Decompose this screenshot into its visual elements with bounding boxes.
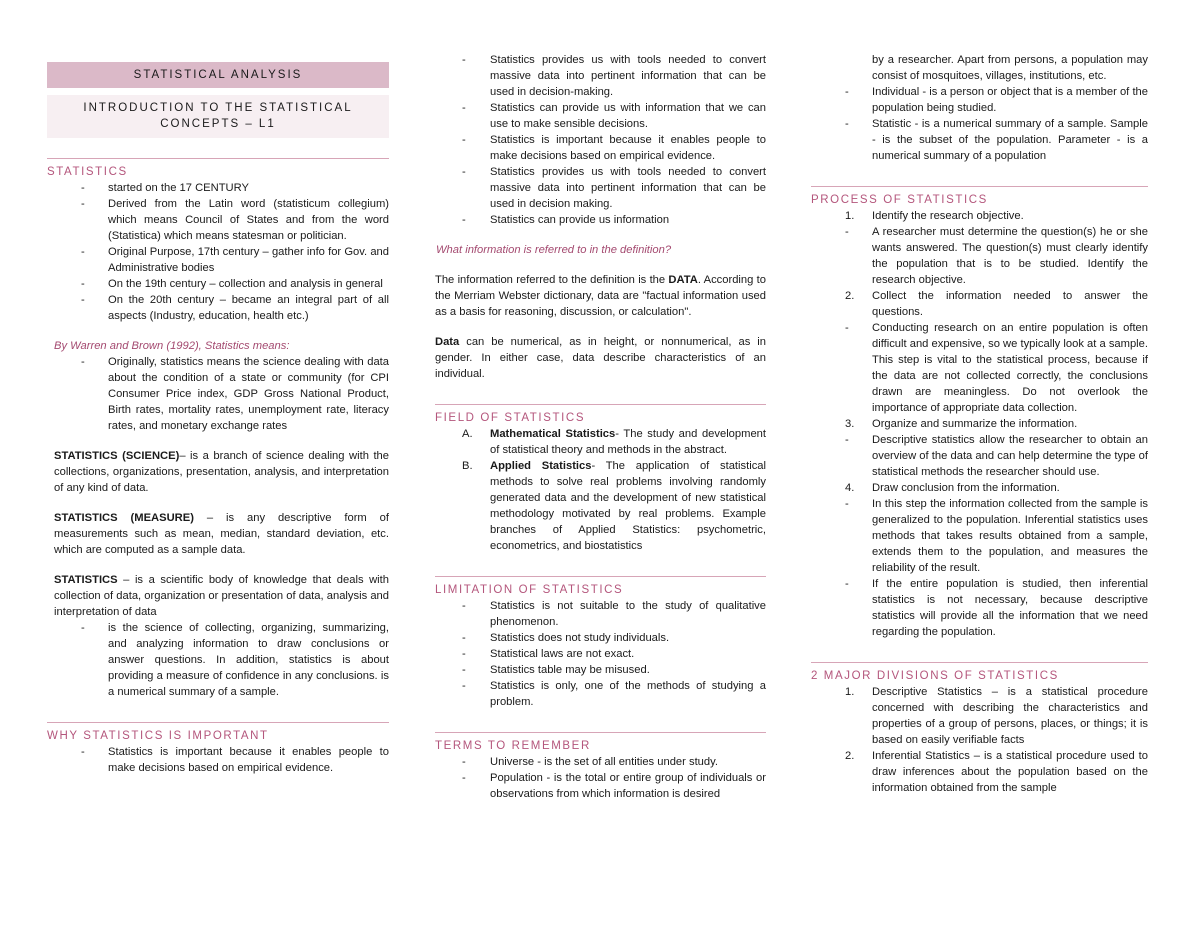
list-item: B. Applied Statistics- The application of statistical methods to solve real problems involving randomly generated data and the development of new statistical methodology motivated by real problems. Example branches of Applied Statistics: psychometric, econometrics, and biostatistics xyxy=(462,460,766,552)
list-item: - On the 20th century – became an integral part of all aspects (Industry, education, health etc.) xyxy=(81,294,389,322)
field-list xyxy=(429,426,766,554)
list-item: - Derived from the Latin word (statisticum collegium) which means Council of States and from the word (Statistica) which means statesman or politician. xyxy=(81,198,389,242)
section-heading-terms: TERMS TO REMEMBER xyxy=(435,732,766,754)
process-list xyxy=(811,208,1148,640)
divisions-list xyxy=(811,684,1148,796)
warren-brown-subheading: By Warren and Brown (1992), Statistics means: xyxy=(54,340,290,352)
list-item: - started on the 17 CENTURY xyxy=(81,182,249,194)
section-heading-statistics: STATISTICS xyxy=(47,158,389,180)
info-paragraph-1: The information referred to the definition is the DATA. According to the Merriam Webster dictionary, data are "factual information used as a basis for reasoning, discussion, or calculation". xyxy=(435,274,766,318)
list-item: - Conducting research on an entire population is often difficult and expensive, so we typically look at a sample. This step is vital to the statistical process, because if the data are not collected correctly, the conclusions drawn are meaningless. Do not overlook the importance of appropriate data collection. xyxy=(845,322,1148,414)
document-title: STATISTICAL ANALYSIS xyxy=(47,62,389,88)
list-item: - On the 19th century – collection and analysis in general xyxy=(81,278,383,290)
list-item: 4. Draw conclusion from the information. xyxy=(845,482,1060,494)
info-question: What information is referred to in the definition? xyxy=(436,244,672,256)
list-item: - Originally, statistics means the science dealing with data about the condition of a state or community (for CPI Consumer Price index, GDP Gross National Product, Birth rates, mortality rates, unemployment rate, literacy rates, and monetary exchange rates xyxy=(81,356,389,432)
list-item: - Statistics provides us with tools needed to convert massive data into pertinent information that can be used in decision-making. xyxy=(462,54,766,98)
column-2 xyxy=(429,52,766,802)
section-heading-process: PROCESS OF STATISTICS xyxy=(811,186,1148,208)
list-item: - Statistics is important because it enables people to make decisions based on empirical evidence. xyxy=(462,134,766,162)
terms-list-part2 xyxy=(811,84,1148,164)
list-item: - Statistics is important because it enables people to make decisions based on empirical evidence. xyxy=(81,746,389,774)
list-item: 3. Organize and summarize the information. xyxy=(845,418,1078,430)
list-item: - is the science of collecting, organizing, summarizing, and analyzing information to draw conclusions or answer questions. In addition, statistics is about providing a measure of confidence in any conclusions. is a numerical summary of a sample. xyxy=(81,622,389,698)
info-paragraph-2: Data can be numerical, as in height, or nonnumerical, as in gender. In either case, data describe characteristics of an individual. xyxy=(435,336,766,380)
warren-brown-list xyxy=(47,354,389,434)
list-item: - Statistics can provide us with information that we can use to make sensible decisions. xyxy=(462,102,766,130)
limitation-list xyxy=(429,598,766,710)
why-list-part2 xyxy=(429,52,766,228)
list-item: - Original Purpose, 17th century – gather info for Gov. and Administrative bodies xyxy=(81,246,389,274)
list-item: - A researcher must determine the question(s) he or she wants answered. The question(s) must clearly identify the population that is to be studied. Identify the research objective. xyxy=(845,226,1148,286)
list-item: A. Mathematical Statistics- The study and development of statistical theory and methods in the abstract. xyxy=(462,428,766,456)
definition-statistics: STATISTICS – is a scientific body of knowledge that deals with collection of data, organization or presentation of data, analysis and interpretation of data xyxy=(54,574,389,618)
terms-list-part1 xyxy=(429,754,766,802)
statistics-definition-list xyxy=(47,620,389,700)
document-subtitle: INTRODUCTION TO THE STATISTICAL CONCEPTS – L1 xyxy=(47,95,389,138)
section-heading-why: WHY STATISTICS IS IMPORTANT xyxy=(47,722,389,744)
list-item: - Statistics is not suitable to the study of qualitative phenomenon. xyxy=(462,600,766,628)
section-heading-limitation: LIMITATION OF STATISTICS xyxy=(435,576,766,598)
list-item: - If the entire population is studied, then inferential statistics is not necessary, because descriptive statistics will provide all the information that we need regarding the population. xyxy=(845,578,1148,638)
list-item: - Statistic - is a numerical summary of a sample. Sample - is the subset of the population. Parameter - is a numerical summary of a population xyxy=(845,118,1148,162)
section-heading-field: FIELD OF STATISTICS xyxy=(435,404,766,426)
list-item: 2. Collect the information needed to answer the questions. xyxy=(845,290,1148,318)
section-heading-divisions: 2 MAJOR DIVISIONS OF STATISTICS xyxy=(811,662,1148,684)
list-item: - Individual - is a person or object that is a member of the population being studied. xyxy=(845,86,1148,114)
list-item: - Descriptive statistics allow the researcher to obtain an overview of the data and can help determine the type of statistical methods the researcher should use. xyxy=(845,434,1148,478)
list-item: - Statistical laws are not exact. xyxy=(462,648,635,660)
column-1 xyxy=(47,52,389,776)
list-item: - In this step the information collected from the sample is generalized to the population. Inferential statistics uses methods that takes results obtained from a sample, extends them to the population, and measures the reliability of the result. xyxy=(845,498,1148,574)
list-item: 1. Descriptive Statistics – is a statistical procedure concerned with describing the characteristics and properties of a group of persons, places, or things; it is based on easily verifiable facts xyxy=(845,686,1148,746)
why-list-part1 xyxy=(47,744,389,776)
column-3 xyxy=(811,52,1148,796)
list-item: - Universe - is the set of all entities under study. xyxy=(462,756,718,768)
list-item: - Population - is the total or entire group of individuals or observations from which information is desired xyxy=(462,772,766,800)
definition-science: STATISTICS (SCIENCE)– is a branch of science dealing with the collections, organizations, presentation, analysis, and interpretation of any kind of data. xyxy=(54,450,389,494)
terms-population-continuation: by a researcher. Apart from persons, a population may consist of mosquitoes, villages, institutions, etc. xyxy=(872,54,1148,82)
list-item: - Statistics is only, one of the methods of studying a problem. xyxy=(462,680,766,708)
list-item: - Statistics table may be misused. xyxy=(462,664,650,676)
statistics-history-list xyxy=(47,180,389,324)
list-item: 2. Inferential Statistics – is a statistical procedure used to draw inferences about the population based on the information obtained from the sample xyxy=(845,750,1148,794)
definition-measure: STATISTICS (MEASURE) – is any descriptive form of measurements such as mean, median, standard deviation, etc. which are computed as a sample data. xyxy=(54,512,389,556)
list-item: - Statistics provides us with tools needed to convert massive data into pertinent information that can be used in decision making. xyxy=(462,166,766,210)
list-item: - Statistics does not study individuals. xyxy=(462,632,670,644)
list-item: 1. Identify the research objective. xyxy=(845,210,1024,222)
list-item: - Statistics can provide us information xyxy=(462,214,670,226)
